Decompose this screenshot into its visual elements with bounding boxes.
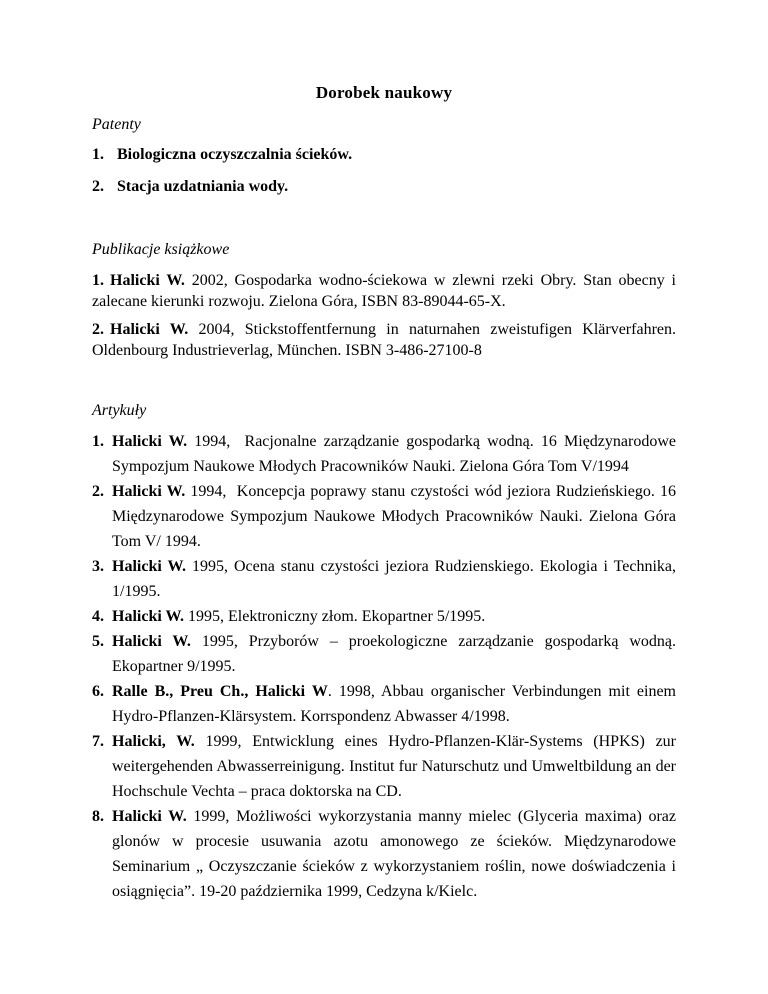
item-authors: Halicki W. xyxy=(112,808,187,825)
section-heading: Artykuły xyxy=(92,402,147,419)
item-text: Halicki W. 1994, Racjonalne zarządzanie gospodarką wodną. 16 Międzynarodowe Sympozjum Naukowe Młodych Pracowników Nauki. Zielona Góra Tom V/1994 xyxy=(112,433,676,475)
item-text: Halicki W. 1995, Przyborów – proekologiczne zarządzanie gospodarką wodną. Ekopartner 9/1995. xyxy=(112,633,677,675)
item-number: 2. xyxy=(92,178,104,195)
section-publikacje xyxy=(92,240,676,361)
item-number: 5. xyxy=(92,633,104,650)
section-heading: Publikacje książkowe xyxy=(92,241,230,258)
list-item xyxy=(92,729,676,804)
list-item xyxy=(92,479,676,554)
list-item xyxy=(92,679,676,729)
item-number: 1. xyxy=(92,433,104,450)
item-text: Stacja uzdatniania wody. xyxy=(117,178,289,195)
item-number: 8. xyxy=(92,808,104,825)
item-number: 4. xyxy=(92,608,104,625)
section-artykuly xyxy=(92,401,676,904)
item-authors: Halicki W. xyxy=(112,558,186,575)
list-item xyxy=(92,629,676,679)
item-text: Ralle B., Preu Ch., Halicki W. 1998, Abbau organischer Verbindungen mit einem Hydro-Pflanzen-Klärsystem. Korrspondenz Abwasser 4/1998. xyxy=(112,683,677,725)
item-list xyxy=(92,270,676,361)
list-item xyxy=(92,604,676,629)
item-text: Halicki, W. 1999, Entwicklung eines Hydro-Pflanzen-Klär-Systems (HPKS) zur weitergehenden Abwasserreinigung. Institut fur Naturschutz und Umweltbildung an der Hochschule Vechta – praca doktorska na CD. xyxy=(112,733,676,800)
item-authors: Halicki W. xyxy=(112,633,191,650)
item-number: 1. xyxy=(92,146,104,163)
item-authors: Halicki W. xyxy=(110,272,185,289)
item-authors: Halicki W. xyxy=(112,433,188,450)
section-patenty xyxy=(92,115,676,197)
list-item xyxy=(92,177,676,197)
item-text: Halicki W. 1995, Elektroniczny złom. Ekopartner 5/1995. xyxy=(112,608,486,625)
sections xyxy=(92,115,676,904)
item-authors: Halicki W. xyxy=(112,483,186,500)
item-text: Halicki W. 1995, Ocena stanu czystości jeziora Rudzienskiego. Ekologia i Technika, 1/1995. xyxy=(112,558,676,600)
page-title: Dorobek naukowy xyxy=(315,83,453,102)
item-number: 1. xyxy=(92,272,104,289)
item-authors: Halicki W. xyxy=(110,321,189,338)
item-text: Halicki W. 1999, Możliwości wykorzystania manny mielec (Glyceria maxima) oraz glonów w procesie usuwania azotu amonowego ze ścieków. Międzynarodowe Seminarium „ Oczyszczanie ścieków z wykorzystaniem roślin, nowe doświadczenia i osiągnięcia”. 19-20 października 1999, Cedzyna k/Kielc. xyxy=(112,808,677,900)
item-text: Halicki W. 2002, Gospodarka wodno-ściekowa w zlewni rzeki Obry. Stan obecny i zalecane kierunki rozwoju. Zielona Góra, ISBN 83-89044-65-X. xyxy=(92,272,676,310)
item-authors: Halicki W. xyxy=(112,608,185,625)
item-authors: Halicki, W. xyxy=(112,733,195,750)
list-item xyxy=(92,270,676,312)
list-item xyxy=(92,429,676,479)
list-item xyxy=(92,319,676,361)
item-list xyxy=(92,145,676,197)
item-number: 6. xyxy=(92,683,104,700)
item-number: 7. xyxy=(92,733,104,750)
item-number: 2. xyxy=(92,483,104,500)
item-list xyxy=(92,429,676,904)
item-text: Halicki W. 2004, Stickstoffentfernung in naturnahen zweistufigen Klärverfahren. Oldenbourg Industrieverlag, München. ISBN 3-486-27100-8 xyxy=(92,321,676,359)
list-item xyxy=(92,804,676,904)
item-number: 3. xyxy=(92,558,104,575)
section-heading: Patenty xyxy=(92,116,141,133)
item-number: 2. xyxy=(92,321,104,338)
item-authors: Ralle B., Preu Ch., Halicki W xyxy=(112,683,328,700)
item-text: Biologiczna oczyszczalnia ścieków. xyxy=(117,146,353,163)
list-item xyxy=(92,145,676,165)
list-item xyxy=(92,554,676,604)
item-text: Halicki W. 1994, Koncepcja poprawy stanu czystości wód jeziora Rudzieńskiego. 16 Międzynarodowe Sympozjum Naukowe Młodych Pracowników Nauki. Zielona Góra Tom V/ 1994. xyxy=(112,483,677,550)
